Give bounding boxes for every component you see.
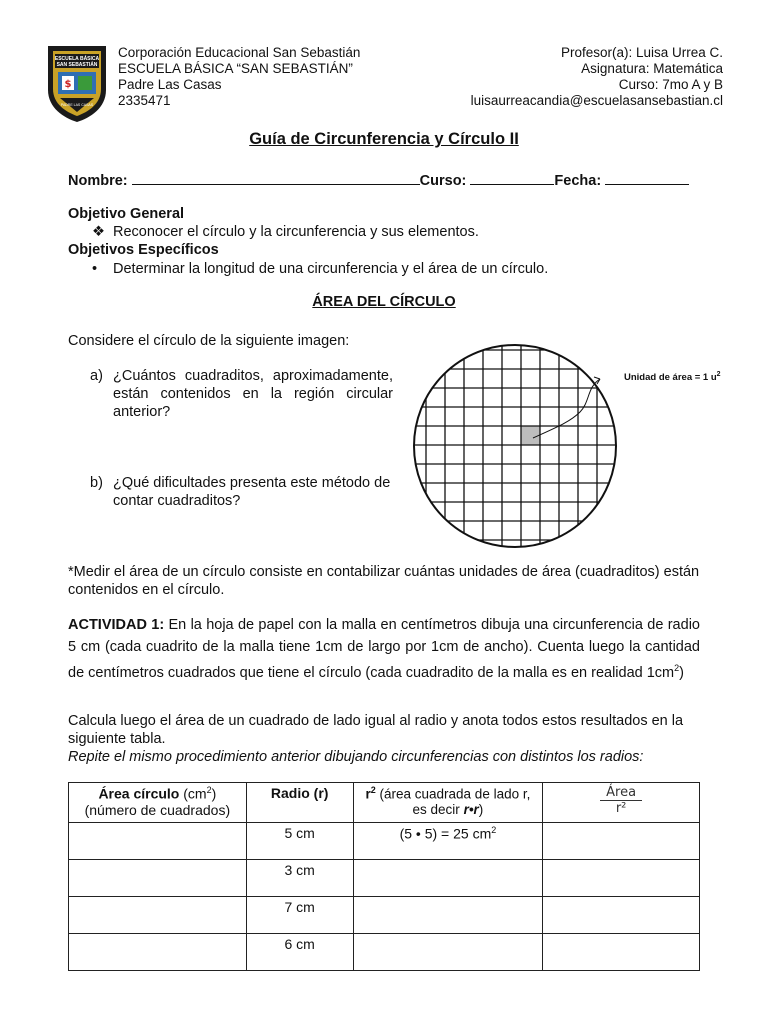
radio-cell: 6 cm [246, 934, 353, 971]
ratio-cell[interactable] [543, 897, 700, 934]
logo-bottom-text: PADRE LAS CASAS [60, 103, 94, 107]
r2-cell[interactable] [353, 860, 543, 897]
area-note: *Medir el área de un círculo consiste en contabilizar cuántas unidades de área (cuadraditos) están contenidos en el círculo. [68, 564, 700, 598]
student-form [68, 170, 689, 190]
intro-text: Considere el círculo de la siguiente imagen: [68, 333, 350, 349]
area-cell[interactable] [69, 823, 247, 860]
r2-cell: (5 • 5) = 25 $cm^2$ [353, 823, 543, 860]
logo-top-text: ESCUELA BÁSICA [54, 56, 100, 62]
ratio-cell[interactable] [543, 823, 700, 860]
area-cell[interactable] [69, 860, 247, 897]
radio-cell: 5 cm [246, 823, 353, 860]
fecha-field[interactable] [605, 170, 689, 185]
fecha-label: Fecha: [554, 173, 602, 189]
header-phone: 2335471 [118, 93, 171, 108]
circle-grid-figure [405, 342, 745, 552]
section-title: ÁREA DEL CÍRCULO [312, 294, 456, 310]
header-course: Curso: 7mo A y B [618, 77, 723, 92]
table-header-row [69, 783, 700, 823]
question-a-text: ¿Cuántos cuadraditos, aproximadamente, están contenidos en la región circular anterior? [113, 368, 393, 420]
svg-text:$: $ [64, 79, 72, 90]
col-radio-header: Radio (r) [246, 783, 353, 823]
general-objective-title: Objetivo General [68, 206, 185, 222]
activity-repeat: Repite el mismo procedimiento anterior dibujando circunferencias con distintos los radios: [68, 749, 644, 765]
nombre-label: Nombre: [68, 173, 128, 189]
radio-cell: 3 cm [246, 860, 353, 897]
specific-objectives-title: Objetivos Específicos [68, 242, 219, 258]
specific-objective-bullet: • [92, 261, 98, 277]
activity-calc: Calcula luego el área de un cuadrado de lado igual al radio y anota todos estos resultados en la siguiente tabla. [68, 713, 684, 747]
table-row [69, 823, 700, 860]
header-subject: Asignatura: Matemática [581, 61, 723, 76]
radio-cell: 7 cm [246, 897, 353, 934]
curso-field[interactable] [470, 170, 554, 185]
curso-label: Curso: [419, 173, 467, 189]
area-cell[interactable] [69, 897, 247, 934]
table-row [69, 897, 700, 934]
header-email: luisaurreacandia@escuelasansebastian.cl [470, 93, 723, 108]
circle-outline [414, 345, 616, 547]
page-title: Guía de Circunferencia y Círculo II [249, 130, 519, 148]
header-left [118, 45, 360, 109]
ratio-fraction: $\frac{\text{Área}}{\text{r²}}$ [600, 785, 642, 816]
question-b-text: ¿Qué dificultades presenta este método de contar cuadraditos? [113, 475, 391, 509]
activity-label: ACTIVIDAD 1: [68, 617, 165, 633]
header-school: ESCUELA BÁSICA “SAN SEBASTIÁN” [118, 61, 353, 76]
r2-cell[interactable] [353, 934, 543, 971]
logo-mid-text: SAN SEBASTIÁN [56, 62, 98, 68]
activity-1: ACTIVIDAD 1: En la hoja de papel con la malla en centímetros dibuja una circunferencia de radio 5 cm (cada cuadrito de la malla tiene 1cm de largo por 1cm de ancho). Cuenta luego la cantidad de centímetros cuadrados que tiene el círculo (cada cuadradito de la malla es en realidad $1cm^2$) [68, 617, 700, 681]
ratio-cell[interactable] [543, 860, 700, 897]
general-objective-bullet: ❖ [92, 224, 105, 240]
header-teacher: Profesor(a): Luisa Urrea C. [560, 45, 723, 60]
nombre-field[interactable] [132, 170, 420, 185]
specific-objective-item: Determinar la longitud de una circunferencia y el área de un círculo. [113, 261, 549, 277]
col-area-header: Área círculo $(cm^2)$ (número de cuadrados) [69, 783, 247, 823]
unit-annotation: Unidad de área = 1 $u^2$ [624, 371, 721, 383]
unit-square-highlight [521, 426, 540, 445]
table-row [69, 934, 700, 971]
table-row [69, 860, 700, 897]
school-logo [46, 44, 108, 124]
results-table [68, 782, 700, 971]
area-cell[interactable] [69, 934, 247, 971]
col-r2-header: $r^2$ (área cuadrada de lado r, es decir r•r) [353, 783, 543, 823]
r2-cell[interactable] [353, 897, 543, 934]
header-corporation: Corporación Educacional San Sebastián [118, 45, 361, 60]
col-ratio-header [543, 783, 700, 823]
general-objective-item: Reconocer el círculo y la circunferencia y sus elementos. [113, 224, 479, 240]
question-b-label: b) [90, 475, 103, 491]
question-a-label: a) [90, 368, 103, 384]
header-city: Padre Las Casas [118, 77, 222, 92]
grid-lines [405, 342, 625, 552]
ratio-cell[interactable] [543, 934, 700, 971]
header-right [471, 45, 723, 109]
activity-text: En la hoja de papel con la malla en centímetros dibuja una circunferencia de radio 5 cm (cada cuadrito de la malla tiene 1cm de largo por 1cm de ancho). Cuenta luego la cantidad de centímetros cuadrados que tiene el círculo (cada cuadradito de la malla es en realidad 1cm [68, 617, 700, 681]
